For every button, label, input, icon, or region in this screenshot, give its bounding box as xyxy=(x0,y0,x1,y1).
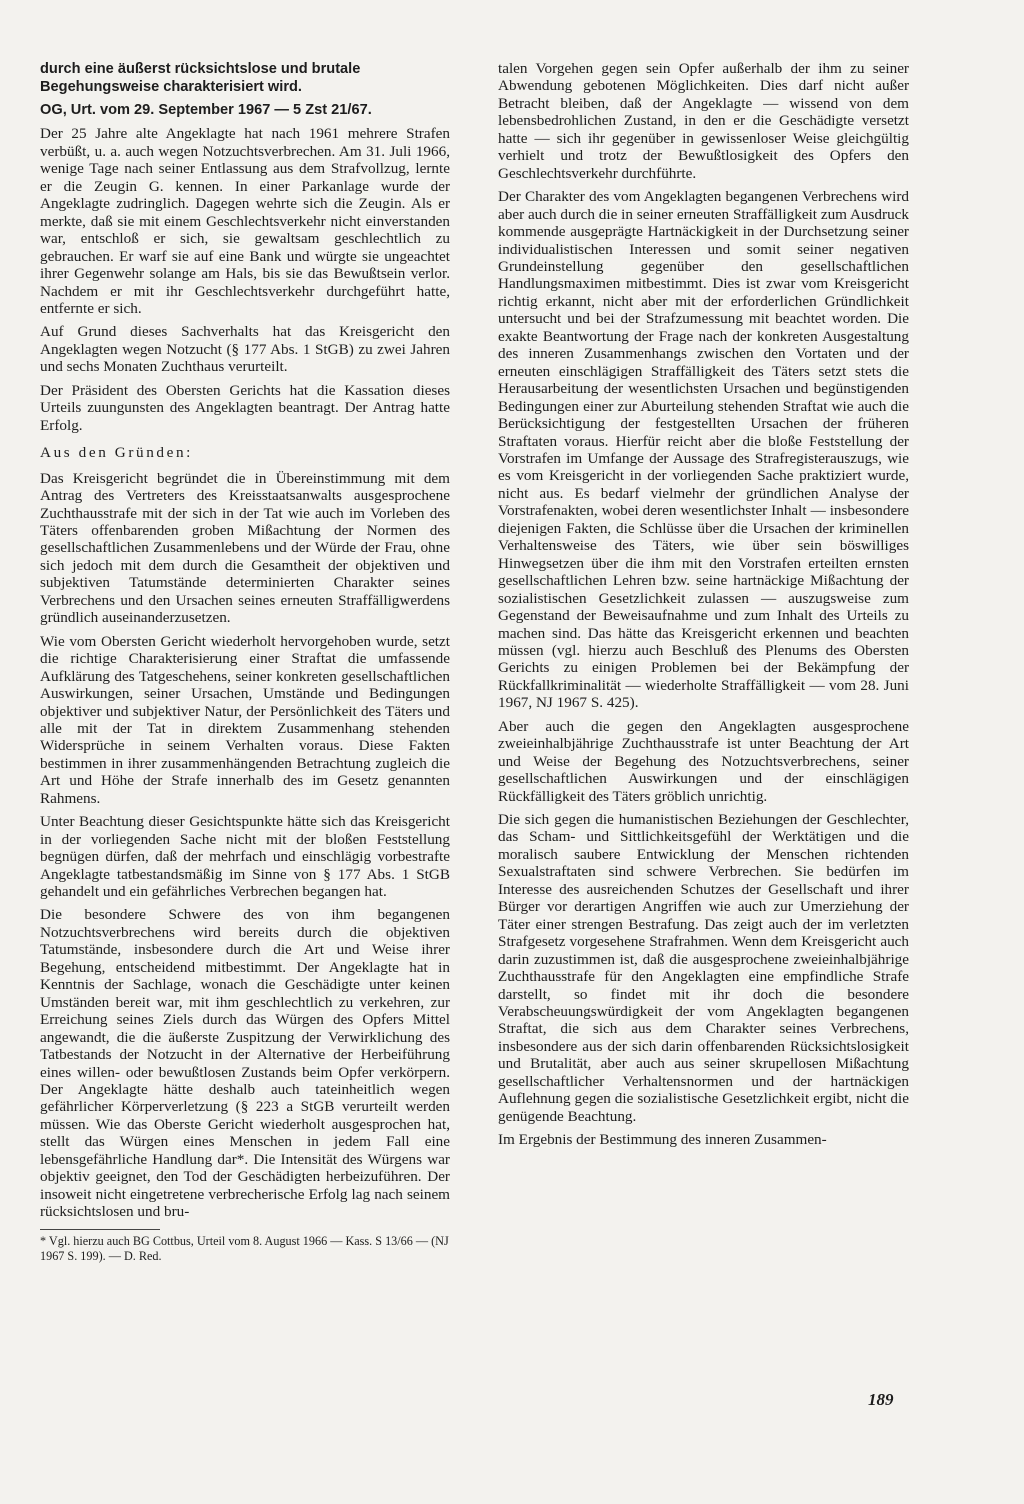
right-column xyxy=(498,60,909,1155)
paragraph-reasons-1: Das Kreisgericht begründet die in Übereinstimmung mit dem Antrag des Vertreters des Kreisstaatsanwalts ausgesprochene Zuchthausstrafe mit der sich in der Tat wie auch im Vorleben des Täters offenbarenden groben Mißachtung der Normen des gesellschaftlichen Zusammenlebens und der Würde der Frau, ohne sich jedoch mit dem durch die Gesamtheit der objektiven und subjektiven Tatumstände determinierten Charakter seines Verbrechens und den Ursachen seines erneuten Straffälligwerdens gründlich auseinanderzusetzen. xyxy=(40,469,450,627)
paragraph-reasons-4: Die besondere Schwere des von ihm begangenen Notzuchtsverbrechens wird bereits durch die objektiven Tatumstände, insbesondere durch die Art und Weise ihrer Begehung, entscheidend mitbestimmt. Der Angeklagte hat in Kenntnis der Sachlage, wonach die Geschädigte unter keinen Umständen bereit war, mit ihm geschlechtlich zu verkehren, zur Erreichung seines Ziels durch das Würgen des Opfers Mittel angewandt, die die äußerste Zuspitzung der Verwirklichung des Tatbestands der Notzucht in der Alternative der Herbeiführung eines willen- oder bewußtlosen Zustands beim Opfer verkörpern. Der Angeklagte hätte deshalb auch tateinheitlich wegen gefährlicher Körperverletzung (§ 223 a StGB verurteilt werden müssen. Wie das Oberste Gericht wiederholt ausgesprochen hat, stellt das Würgen eines Menschen in jedem Fall eine lebensgefährliche Handlung dar*. Die Intensität des Würgens war objektiv geeignet, den Tod der Geschädigten herbeizuführen. Der insoweit nicht eingetretene verbrecherische Erfolg lag nach seinem rücksichtslosen und bru- xyxy=(40,906,450,1221)
paragraph-conclusion: Im Ergebnis der Bestimmung des inneren Zusammen- xyxy=(498,1131,827,1149)
paragraph-reasons-2: Wie vom Obersten Gericht wiederholt hervorgehoben wurde, setzt die richtige Charakterisierung einer Straftat die umfassende Aufklärung des Tatgeschehens, seiner konkreten gesellschaftlichen Auswirkungen, seiner Ursachen, Umstände und Bedingungen objektiver und subjektiver Natur, der Persönlichkeit des Täters und alle mit der Tat in direktem Zusammenhang stehenden Widersprüche in seinem Verhalten voraus. Diese Fakten bestimmen in ihrer zusammenhängenden Betrachtung zugleich die Art und Höhe der Strafe innerhalb des im Gesetz genannten Rahmens. xyxy=(40,632,450,807)
paragraph-continued: talen Vorgehen gegen sein Opfer außerhalb der ihm zu seiner Abwendung gebotenen Möglichkeiten. Dies darf nicht außer Betracht bleiben, daß der Angeklagte — wissend von dem lebensbedrohlichen Zustand, in den er die Geschädigte versetzt hatte — sich ihr gegenüber in gewissenloser Weise gleichgültig verhielt und trotz der Bewußtlosigkeit des Opfers den Geschlechtsverkehr durchführte. xyxy=(498,60,909,182)
paragraph-judgment: Auf Grund dieses Sachverhalts hat das Kreisgericht den Angeklagten wegen Notzucht (§ 177 Abs. 1 StGB) zu zwei Jahren und sechs Monaten Zuchthaus verurteilt. xyxy=(40,323,450,376)
section-heading-reasons: Aus den Gründen: xyxy=(40,444,193,462)
footnote-divider xyxy=(40,1229,160,1230)
paragraph-sexual-offences: Die sich gegen die humanistischen Beziehungen der Geschlechter, das Scham- und Sittlichkeitsgefühl der Werktätigen und die moralisch saubere Entwicklung der Menschen richtenden Sexualstraftaten sind schwere Verbrechen. Sie bedürfen im Interesse des ausreichenden Schutzes der Gesellschaft und ihrer Bürger vor derartigen Angriffen wie auch zur Umerziehung der Täter einer strengen Bestrafung. Das zeigt auch der im verletzten Strafgesetz vorgesehene Strafrahmen. Wenn dem Kreisgericht auch darin zuzustimmen ist, daß die ausgesprochene zweieinhalbjährige Zuchthausstrafe für den Angeklagten eine empfindliche Strafe darstellt, so findet mit ihr doch die besondere Verabscheuungswürdigkeit der vom Angeklagten begangenen Straftat, die sich aus dem Charakter seines Verbrechens, insbesondere aus der sich darin offenbarenden Rücksichtslosigkeit und Brutalität, aber auch aus seiner skrupellosen Mißachtung gesellschaftlicher Verhaltensnormen und der hartnäckigen Auflehnung gegen die sozialistische Gesetzlichkeit ergibt, nicht die genügende Beachtung. xyxy=(498,811,909,1125)
court-citation: OG, Urt. vom 29. September 1967 — 5 Zst 21/67. xyxy=(40,102,372,118)
footnote: * Vgl. hierzu auch BG Cottbus, Urteil vom 8. August 1966 — Kass. S 13/66 — (NJ 1967 S. 199). — D. Red. xyxy=(40,1233,449,1263)
paragraph-cassation: Der Präsident des Obersten Gerichts hat die Kassation dieses Urteils zuungunsten des Angeklagten beantragt. Der Antrag hatte Erfolg. xyxy=(40,381,450,434)
paragraph-character: Der Charakter des vom Angeklagten begangenen Verbrechens wird aber auch durch die in seiner erneuten Straffälligkeit zum Ausdruck kommende ausgeprägte Hartnäckigkeit in der Durchsetzung seiner individualistischen Interessen und somit seiner negativen Grundeinstellung gegenüber den gesellschaftlichen Handlungsmaximen mitbestimmt. Dies ist zwar vom Kreisgericht richtig erkannt, nicht aber mit der erforderlichen Gründlichkeit untersucht und bei der Strafzumessung mit beachtet worden. Die exakte Beantwortung der Frage nach der konkreten Ausgestaltung des inneren Zusammenhangs zwischen den Vortaten und der erneuten einschlägigen Straffälligkeit des Täters setzt stets die Herausarbeitung der wesentlichsten Ursachen und begünstigenden Bedingungen einer zur Aburteilung stehenden Straftat wie auch die Berücksichtigung der festgestellten Ursachen der früheren Straftaten voraus. Hierfür reicht aber die bloße Feststellung der Vorstrafen im Umfange der Aussage des Strafregisterauszugs, wie es vom Kreisgericht in der vorliegenden Sache praktiziert wurde, nicht aus. Es bedarf vielmehr der gründlichen Analyse der Vorstrafenakten, wobei deren wesentlichster Inhalt — insbesondere diejenigen Fakten, die Schlüsse über die Ursachen der kriminellen Verhaltensweise des Täters, wie über sein böswilliges Hinwegsetzen über die ihm mit den Vorstrafen erteilten ernsten gesellschaftlichen Lehren bzw. seine hartnäckige Mißachtung der sozialistischen Gesetzlichkeit zulassen — auszugsweise zum Gegenstand der Beweisaufnahme und zum Inhalt des Urteils zu machen sind. Das hätte das Kreisgericht erkennen und beachten müssen (vgl. hierzu auch Beschluß des Plenums des Obersten Gerichts zu einigen Problemen bei der Bekämpfung der Rückfallkriminalität — wiederholte Straffälligkeit — vom 28. Juni 1967, NJ 1967 S. 425). xyxy=(498,188,909,712)
headnote: durch eine äußerst rücksichtslose und brutale Begehungsweise charakterisiert wird. xyxy=(40,61,361,95)
paragraph-facts: Der 25 Jahre alte Angeklagte hat nach 1961 mehrere Strafen verbüßt, u. a. auch wegen Notzuchtsverbrechen. Am 31. Juli 1966, wenige Tage nach seiner Entlassung aus dem Strafvollzug, lernte er die Zeugin G. kennen. In einer Parkanlage wurde der Angeklagte zudringlich. Dagegen wehrte sich die Zeugin. Als er merkte, daß sie mit einem Geschlechtsverkehr nicht einverstanden war, entschloß er sich, sie gewaltsam geschlechtlich zu gebrauchen. Er warf sie auf eine Bank und würgte sie ungeachtet ihrer Gegenwehr solange am Hals, bis sie das Bewußtsein verlor. Nachdem er mit ihr Geschlechtsverkehr durchgeführt hatte, entfernte er sich. xyxy=(40,125,450,317)
paragraph-sentence: Aber auch die gegen den Angeklagten ausgesprochene zweieinhalbjährige Zuchthausstrafe ist unter Beachtung der Art und Weise der Begehung des Notzuchtsverbrechens, seiner gesellschaftlichen Auswirkungen und der einschlägigen Rückfälligkeit des Täters gröblich unrichtig. xyxy=(498,717,909,805)
paragraph-reasons-3: Unter Beachtung dieser Gesichtspunkte hätte sich das Kreisgericht in der vorliegenden Sache nicht mit der bloßen Feststellung begnügen dürfen, daß der mehrfach und einschlägig vorbestrafte Angeklagte tatbestandsmäßig im Sinne von § 177 Abs. 1 StGB gehandelt und ein gefährliches Verbrechen begangen hat. xyxy=(40,813,450,901)
left-column xyxy=(40,60,450,1270)
page-number: 189 xyxy=(868,1390,894,1409)
